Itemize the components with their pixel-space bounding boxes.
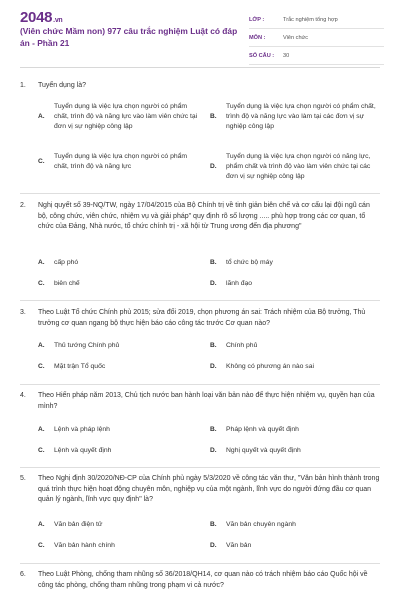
option-c[interactable] xyxy=(38,152,203,172)
question-4 xyxy=(20,391,380,412)
option-d[interactable] xyxy=(210,362,380,372)
option-text: Văn bản điện tử xyxy=(54,521,103,528)
option-text: Lệnh và pháp lệnh xyxy=(54,426,110,433)
question-divider xyxy=(20,300,380,301)
option-text: Văn bản xyxy=(226,542,252,549)
question-text-row xyxy=(20,81,380,92)
question-number: 1. xyxy=(20,82,26,89)
option-text: Tuyển dụng là việc lựa chọn người có phẩm chất, trình độ và năng lực vào làm tại các đơn vị sự nghiệp công lập xyxy=(226,103,376,130)
question-text: Theo Hiến pháp năm 2013, Chủ tịch nước ban hành loại văn bản nào để thực hiện nhiệm vụ, quyền hạn của mình? xyxy=(38,392,375,410)
option-text: Thủ tướng Chính phủ xyxy=(54,342,120,349)
meta-row-class xyxy=(249,11,384,29)
question-text: Tuyển dụng là? xyxy=(38,82,86,89)
option-d[interactable] xyxy=(210,279,380,289)
option-b[interactable] xyxy=(210,102,380,132)
option-letter: B. xyxy=(210,259,217,266)
option-c[interactable] xyxy=(38,446,203,456)
question-divider xyxy=(20,384,380,385)
option-letter: A. xyxy=(38,426,45,433)
option-letter: C. xyxy=(38,363,45,370)
option-text: Pháp lệnh và quyết định xyxy=(226,426,299,433)
meta-value: Trắc nghiệm tổng hợp xyxy=(283,16,338,23)
option-text: Không có phương án nào sai xyxy=(226,363,314,370)
question-divider xyxy=(20,467,380,468)
meta-row-subject xyxy=(249,29,384,47)
option-letter: D. xyxy=(210,542,217,549)
option-letter: B. xyxy=(210,521,217,528)
question-number: 5. xyxy=(20,475,26,482)
option-letter: A. xyxy=(38,259,45,266)
logo[interactable] xyxy=(20,9,62,26)
option-text: biên chế xyxy=(54,280,80,287)
option-letter: B. xyxy=(210,342,217,349)
option-d[interactable] xyxy=(210,446,380,456)
header xyxy=(0,0,400,69)
question-text-row xyxy=(20,308,380,329)
option-b[interactable] xyxy=(210,341,380,351)
option-letter: A. xyxy=(38,342,45,349)
option-letter: D. xyxy=(210,363,217,370)
option-a[interactable] xyxy=(38,258,203,268)
option-text: Chính phủ xyxy=(226,342,258,349)
question-text-row xyxy=(20,201,380,233)
option-b[interactable] xyxy=(210,425,380,435)
option-d[interactable] xyxy=(210,541,380,551)
question-text-row xyxy=(20,391,380,412)
option-b[interactable] xyxy=(210,520,380,530)
option-letter: C. xyxy=(38,158,45,165)
option-text: Tuyển dụng là việc lựa chọn người có phẩm chất, trình độ và năng lực xyxy=(54,153,188,170)
meta-label: MÔN : xyxy=(249,34,266,41)
option-letter: A. xyxy=(38,113,45,120)
question-number: 3. xyxy=(20,309,26,316)
option-a[interactable] xyxy=(38,425,203,435)
option-text: cấp phó xyxy=(54,259,79,266)
option-text: Tuyển dụng là việc lựa chọn người có năng lực, phẩm chất và trình độ vào làm viên chức tại các đơn vị sự nghiệp công lập xyxy=(226,153,371,180)
option-text: Lệnh và quyết định xyxy=(54,447,112,454)
meta-table xyxy=(249,11,384,65)
question-text: Theo Luật Tổ chức Chính phủ 2015; sửa đổi 2019, chọn phương án sai: Trách nhiệm của Bộ trưởng, Thủ trưởng cơ quan ngang bộ thực hiện báo cáo công tác trước Cơ quan nào? xyxy=(38,309,366,327)
option-text: Văn bản hành chính xyxy=(54,542,115,549)
option-d[interactable] xyxy=(210,152,380,182)
option-letter: B. xyxy=(210,426,217,433)
question-6 xyxy=(20,570,380,591)
question-text: Theo Luật Phòng, chống tham nhũng số 36/2018/QH14, cơ quan nào có trách nhiệm báo cáo Quốc hội về công tác phòng, chống tham nhũng trong phạm vi cả nước? xyxy=(38,571,368,589)
question-number: 4. xyxy=(20,392,26,399)
question-text-row xyxy=(20,570,380,591)
page-title: (Viên chức Mầm non) 977 câu trắc nghiệm Luật có đáp án - Phần 21 xyxy=(20,26,238,48)
question-text: Nghị quyết số 39-NQ/TW, ngày 17/04/2015 của Bộ Chính trị về tinh giản biên chế và cơ cấu lại đội ngũ cán bộ, công chức, viên chức, nhiệm vụ và giải pháp" quy định rõ số lượng ..... phù hợp trong các cơ quan, tổ chức của Đảng, Nhà nước, tổ chức chính trị - xã hội từ Trung ương đến địa phương" xyxy=(38,202,370,230)
option-a[interactable] xyxy=(38,341,203,351)
meta-value: 30 xyxy=(283,52,290,59)
question-divider xyxy=(20,193,380,194)
option-text: Mặt trận Tổ quốc xyxy=(54,363,106,370)
question-text-row xyxy=(20,474,380,506)
option-letter: C. xyxy=(38,447,45,454)
question-2 xyxy=(20,201,380,233)
option-a[interactable] xyxy=(38,520,203,530)
meta-label: LỚP : xyxy=(249,16,265,23)
option-letter: C. xyxy=(38,542,45,549)
meta-row-count xyxy=(249,47,384,65)
question-text: Theo Nghị định 30/2020/NĐ-CP của Chính phủ ngày 5/3/2020 về công tác văn thư, "Văn bản hình thành trong quá trình thực hiện hoạt động chuyên môn, nghiệp vụ của một ngành, lĩnh vực do người đứng đầu cơ quan quản lý ngành, lĩnh vực quy định" là? xyxy=(38,475,380,503)
question-3 xyxy=(20,308,380,329)
logo-text: 2048 xyxy=(20,9,53,26)
option-letter: D. xyxy=(210,163,217,170)
option-c[interactable] xyxy=(38,541,203,551)
option-a[interactable] xyxy=(38,102,203,132)
header-divider xyxy=(20,67,380,68)
option-text: Nghị quyết và quyết định xyxy=(226,447,301,454)
option-c[interactable] xyxy=(38,279,203,289)
option-text: Tuyển dụng là việc lựa chọn người có phẩm chất, trình độ và năng lực vào làm viên chức tại đơn vị sự nghiệp công lập xyxy=(54,103,198,130)
meta-value: Viên chức xyxy=(283,34,309,41)
option-text: Văn bản chuyên ngành xyxy=(226,521,296,528)
question-number: 6. xyxy=(20,571,26,578)
question-divider xyxy=(20,563,380,564)
question-5 xyxy=(20,474,380,506)
meta-label: SỐ CÂU : xyxy=(249,52,275,59)
option-letter: C. xyxy=(38,280,45,287)
option-b[interactable] xyxy=(210,258,380,268)
option-letter: A. xyxy=(38,521,45,528)
option-letter: B. xyxy=(210,113,217,120)
option-letter: D. xyxy=(210,447,217,454)
option-c[interactable] xyxy=(38,362,203,372)
option-text: lãnh đạo xyxy=(226,280,253,287)
logo-suffix: .vn xyxy=(53,17,63,24)
question-number: 2. xyxy=(20,202,26,209)
question-1 xyxy=(20,81,380,92)
option-letter: D. xyxy=(210,280,217,287)
option-text: tổ chức bộ máy xyxy=(226,259,273,266)
